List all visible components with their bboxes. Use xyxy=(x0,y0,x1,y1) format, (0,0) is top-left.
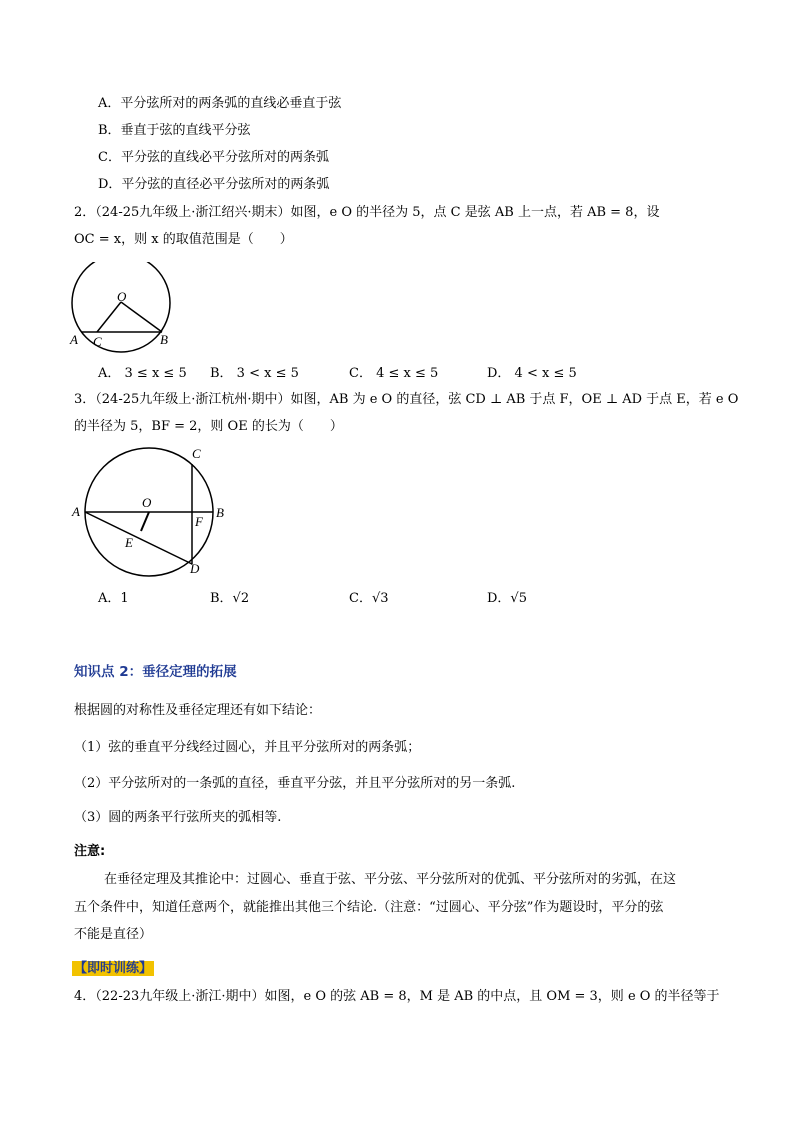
note-line-2: 五个条件中，知道任意两个，就能推出其他三个结论.（注意：“过圆心、平分弦”作为题设时，平分的弦 xyxy=(74,900,664,915)
q2-option-c: C． 4 ≤ x ≤ 5 xyxy=(349,366,439,381)
q2-stem-line2: OC = x，则 x 的取值范围是（ ） xyxy=(74,232,293,247)
section-heading: 知识点 2：垂径定理的拓展 xyxy=(74,664,237,680)
q2-label-o: O xyxy=(117,289,127,304)
q3-stem-line1: 3．（24-25九年级上·浙江杭州·期中）如图，AB 为 e O 的直径，弦 CD ⊥ AB 于点 F，OE ⊥ AD 于点 E，若 e O xyxy=(74,392,739,407)
q3-stem-line2: 的半径为 5，BF = 2，则 OE 的长为（ ） xyxy=(74,419,343,434)
q2-label-b: B xyxy=(160,332,168,347)
training-label-text: 【即时训练】 xyxy=(74,961,153,976)
q1-option-d: D．平分弦的直径必平分弦所对的两条弧 xyxy=(98,177,330,192)
q3-segment-ad xyxy=(85,512,192,564)
q2-segment-oc xyxy=(97,302,121,332)
q3-option-a: A．1 xyxy=(98,591,129,606)
q3-label-e: E xyxy=(125,535,133,550)
q4-stem-line1: 4．（22-23九年级上·浙江·期中）如图，e O 的弦 AB = 8，M 是 AB 的中点，且 OM = 3，则 e O 的半径等于 xyxy=(74,989,720,1004)
q3-figure xyxy=(64,440,244,580)
q1-option-c: C．平分弦的直线必平分弦所对的两条弧 xyxy=(98,150,329,165)
note-line-3: 不能是直径） xyxy=(74,927,153,942)
training-label xyxy=(72,960,154,978)
q2-option-a: A． 3 ≤ x ≤ 5 xyxy=(98,366,187,381)
conclusion-item-1: （1）弦的垂直平分线经过圆心，并且平分弦所对的两条弧； xyxy=(74,740,421,755)
q3-label-o: O xyxy=(142,495,152,510)
section-intro: 根据圆的对称性及垂径定理还有如下结论： xyxy=(74,703,322,718)
q2-label-c: C xyxy=(93,334,102,349)
q3-option-b: B．√2 xyxy=(210,591,250,606)
conclusion-item-2: （2）平分弦所对的一条弧的直径，垂直平分弦，并且平分弦所对的另一条弧. xyxy=(74,776,516,791)
q3-option-c: C．√3 xyxy=(349,591,389,606)
conclusion-item-3: （3）圆的两条平行弦所夹的弧相等. xyxy=(74,810,282,825)
note-line-1: 在垂径定理及其推论中：过圆心、垂直于弦、平分弦、平分弦所对的优弧、平分弦所对的劣弧，在这 xyxy=(104,872,677,887)
q2-segment-ob xyxy=(121,302,162,332)
q2-stem-line1: 2．（24-25九年级上·浙江绍兴·期末）如图，e O 的半径为 5，点 C 是弦 AB 上一点，若 AB = 8，设 xyxy=(74,205,660,220)
q2-label-a: A xyxy=(70,332,78,347)
q3-label-f: F xyxy=(195,514,203,529)
q3-label-a: A xyxy=(72,504,80,519)
q2-option-b: B． 3 < x ≤ 5 xyxy=(210,366,299,381)
q2-option-d: D． 4 < x ≤ 5 xyxy=(487,366,577,381)
q3-label-c: C xyxy=(192,446,201,461)
q2-figure xyxy=(60,262,190,357)
note-label: 注意: xyxy=(74,844,106,859)
q3-segment-oe xyxy=(141,512,149,531)
q1-option-a: A．平分弦所对的两条弧的直线必垂直于弦 xyxy=(98,96,342,111)
q2-circle xyxy=(72,262,170,352)
q3-label-d: D xyxy=(190,561,200,576)
q3-option-d: D．√5 xyxy=(487,591,527,606)
q1-option-b: B．垂直于弦的直线平分弦 xyxy=(98,123,251,138)
q3-label-b: B xyxy=(216,505,224,520)
